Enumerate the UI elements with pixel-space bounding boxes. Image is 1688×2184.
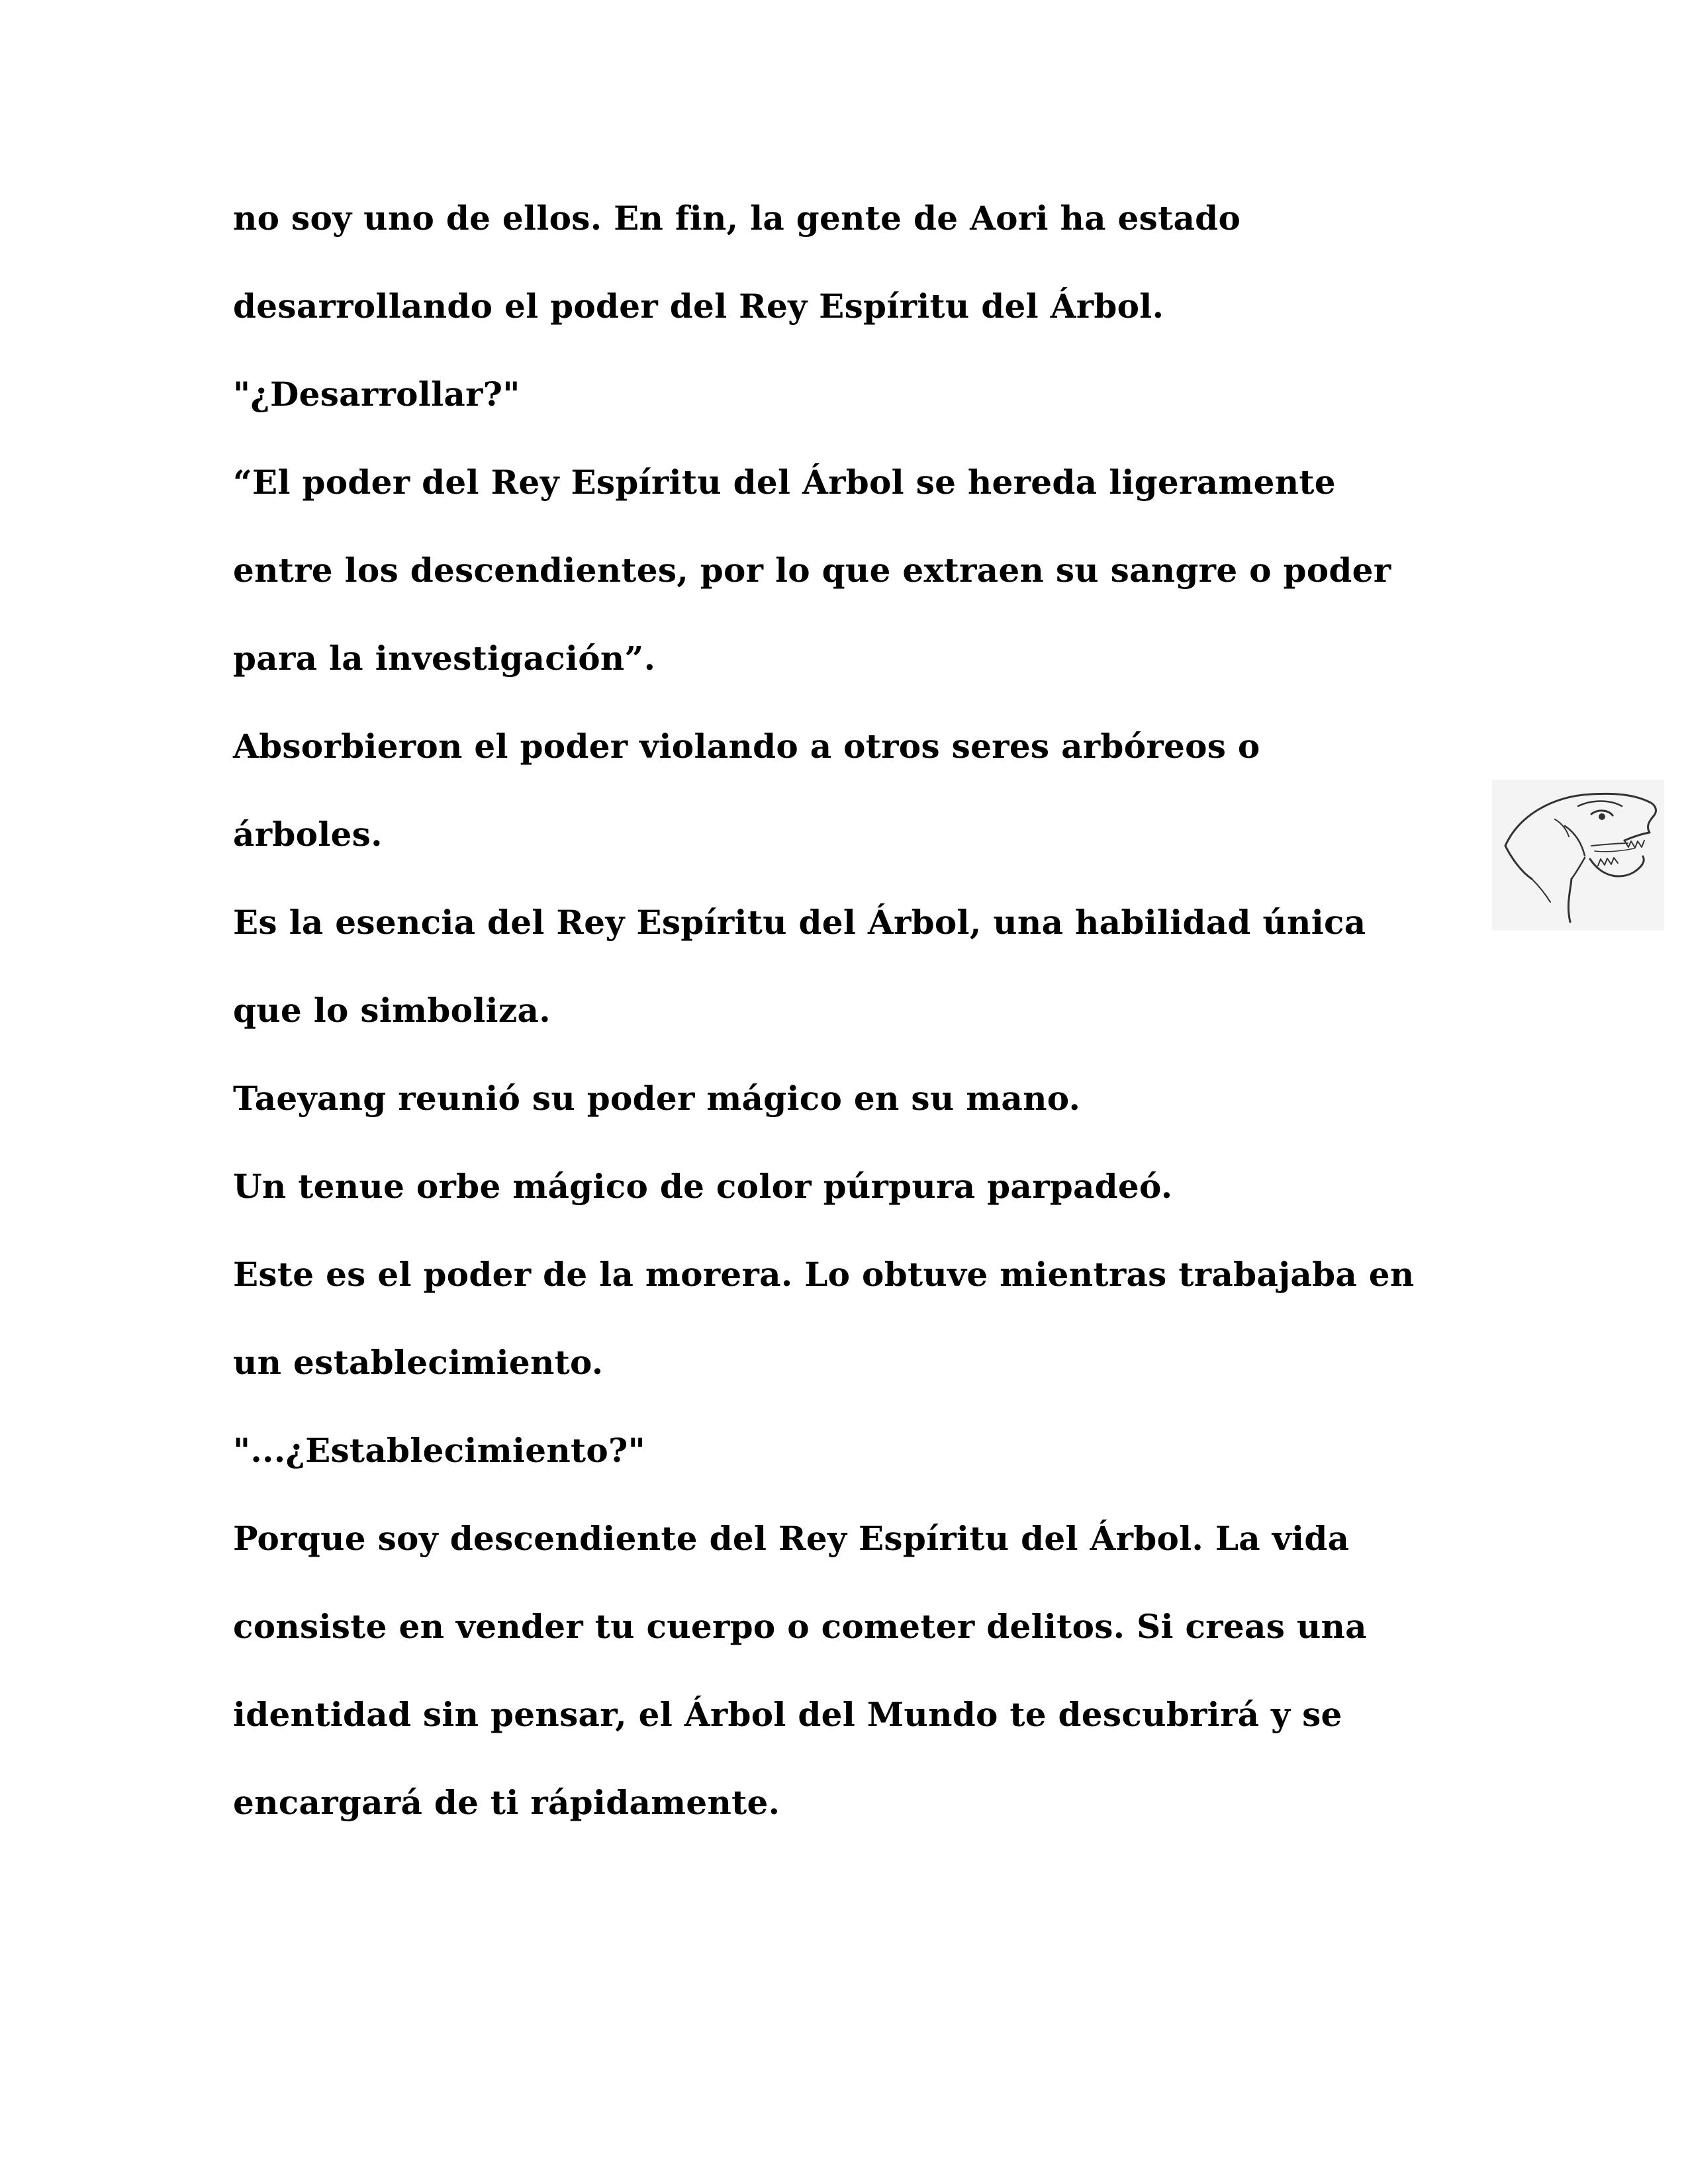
text-line: que lo simboliza. <box>233 991 551 1030</box>
text-line: “El poder del Rey Espíritu del Árbol se hereda ligeramente <box>233 463 1336 502</box>
text-line: árboles. <box>233 815 383 854</box>
text-line: Taeyang reunió su poder mágico en su mano. <box>233 1079 1081 1118</box>
body-text <box>233 192 1491 1864</box>
text-line: desarrollando el poder del Rey Espíritu del Árbol. <box>233 287 1164 326</box>
text-line: Este es el poder de la morera. Lo obtuve mientras trabajaba en <box>233 1255 1415 1294</box>
text-line: Es la esencia del Rey Espíritu del Árbol, una habilidad única <box>233 903 1366 942</box>
text-line: encargará de ti rápidamente. <box>233 1783 780 1822</box>
text-line: "¿Desarrollar?" <box>233 375 520 414</box>
text-line: un establecimiento. <box>233 1343 604 1382</box>
text-line: identidad sin pensar, el Árbol del Mundo te descubrirá y se <box>233 1695 1342 1734</box>
text-line: no soy uno de ellos. En fin, la gente de Aori ha estado <box>233 199 1241 238</box>
text-line: para la investigación”. <box>233 639 656 678</box>
text-line: "...¿Establecimiento?" <box>233 1431 645 1470</box>
text-line: Absorbieron el poder violando a otros seres arbóreos o <box>233 727 1260 766</box>
text-line: Porque soy descendiente del Rey Espíritu del Árbol. La vida <box>233 1519 1350 1558</box>
text-line: entre los descendientes, por lo que extraen su sangre o poder <box>233 551 1391 590</box>
text-line: Un tenue orbe mágico de color púrpura parpadeó. <box>233 1167 1173 1206</box>
text-line: consiste en vender tu cuerpo o cometer delitos. Si creas una <box>233 1607 1367 1646</box>
dinosaur-head-icon <box>1492 780 1664 931</box>
